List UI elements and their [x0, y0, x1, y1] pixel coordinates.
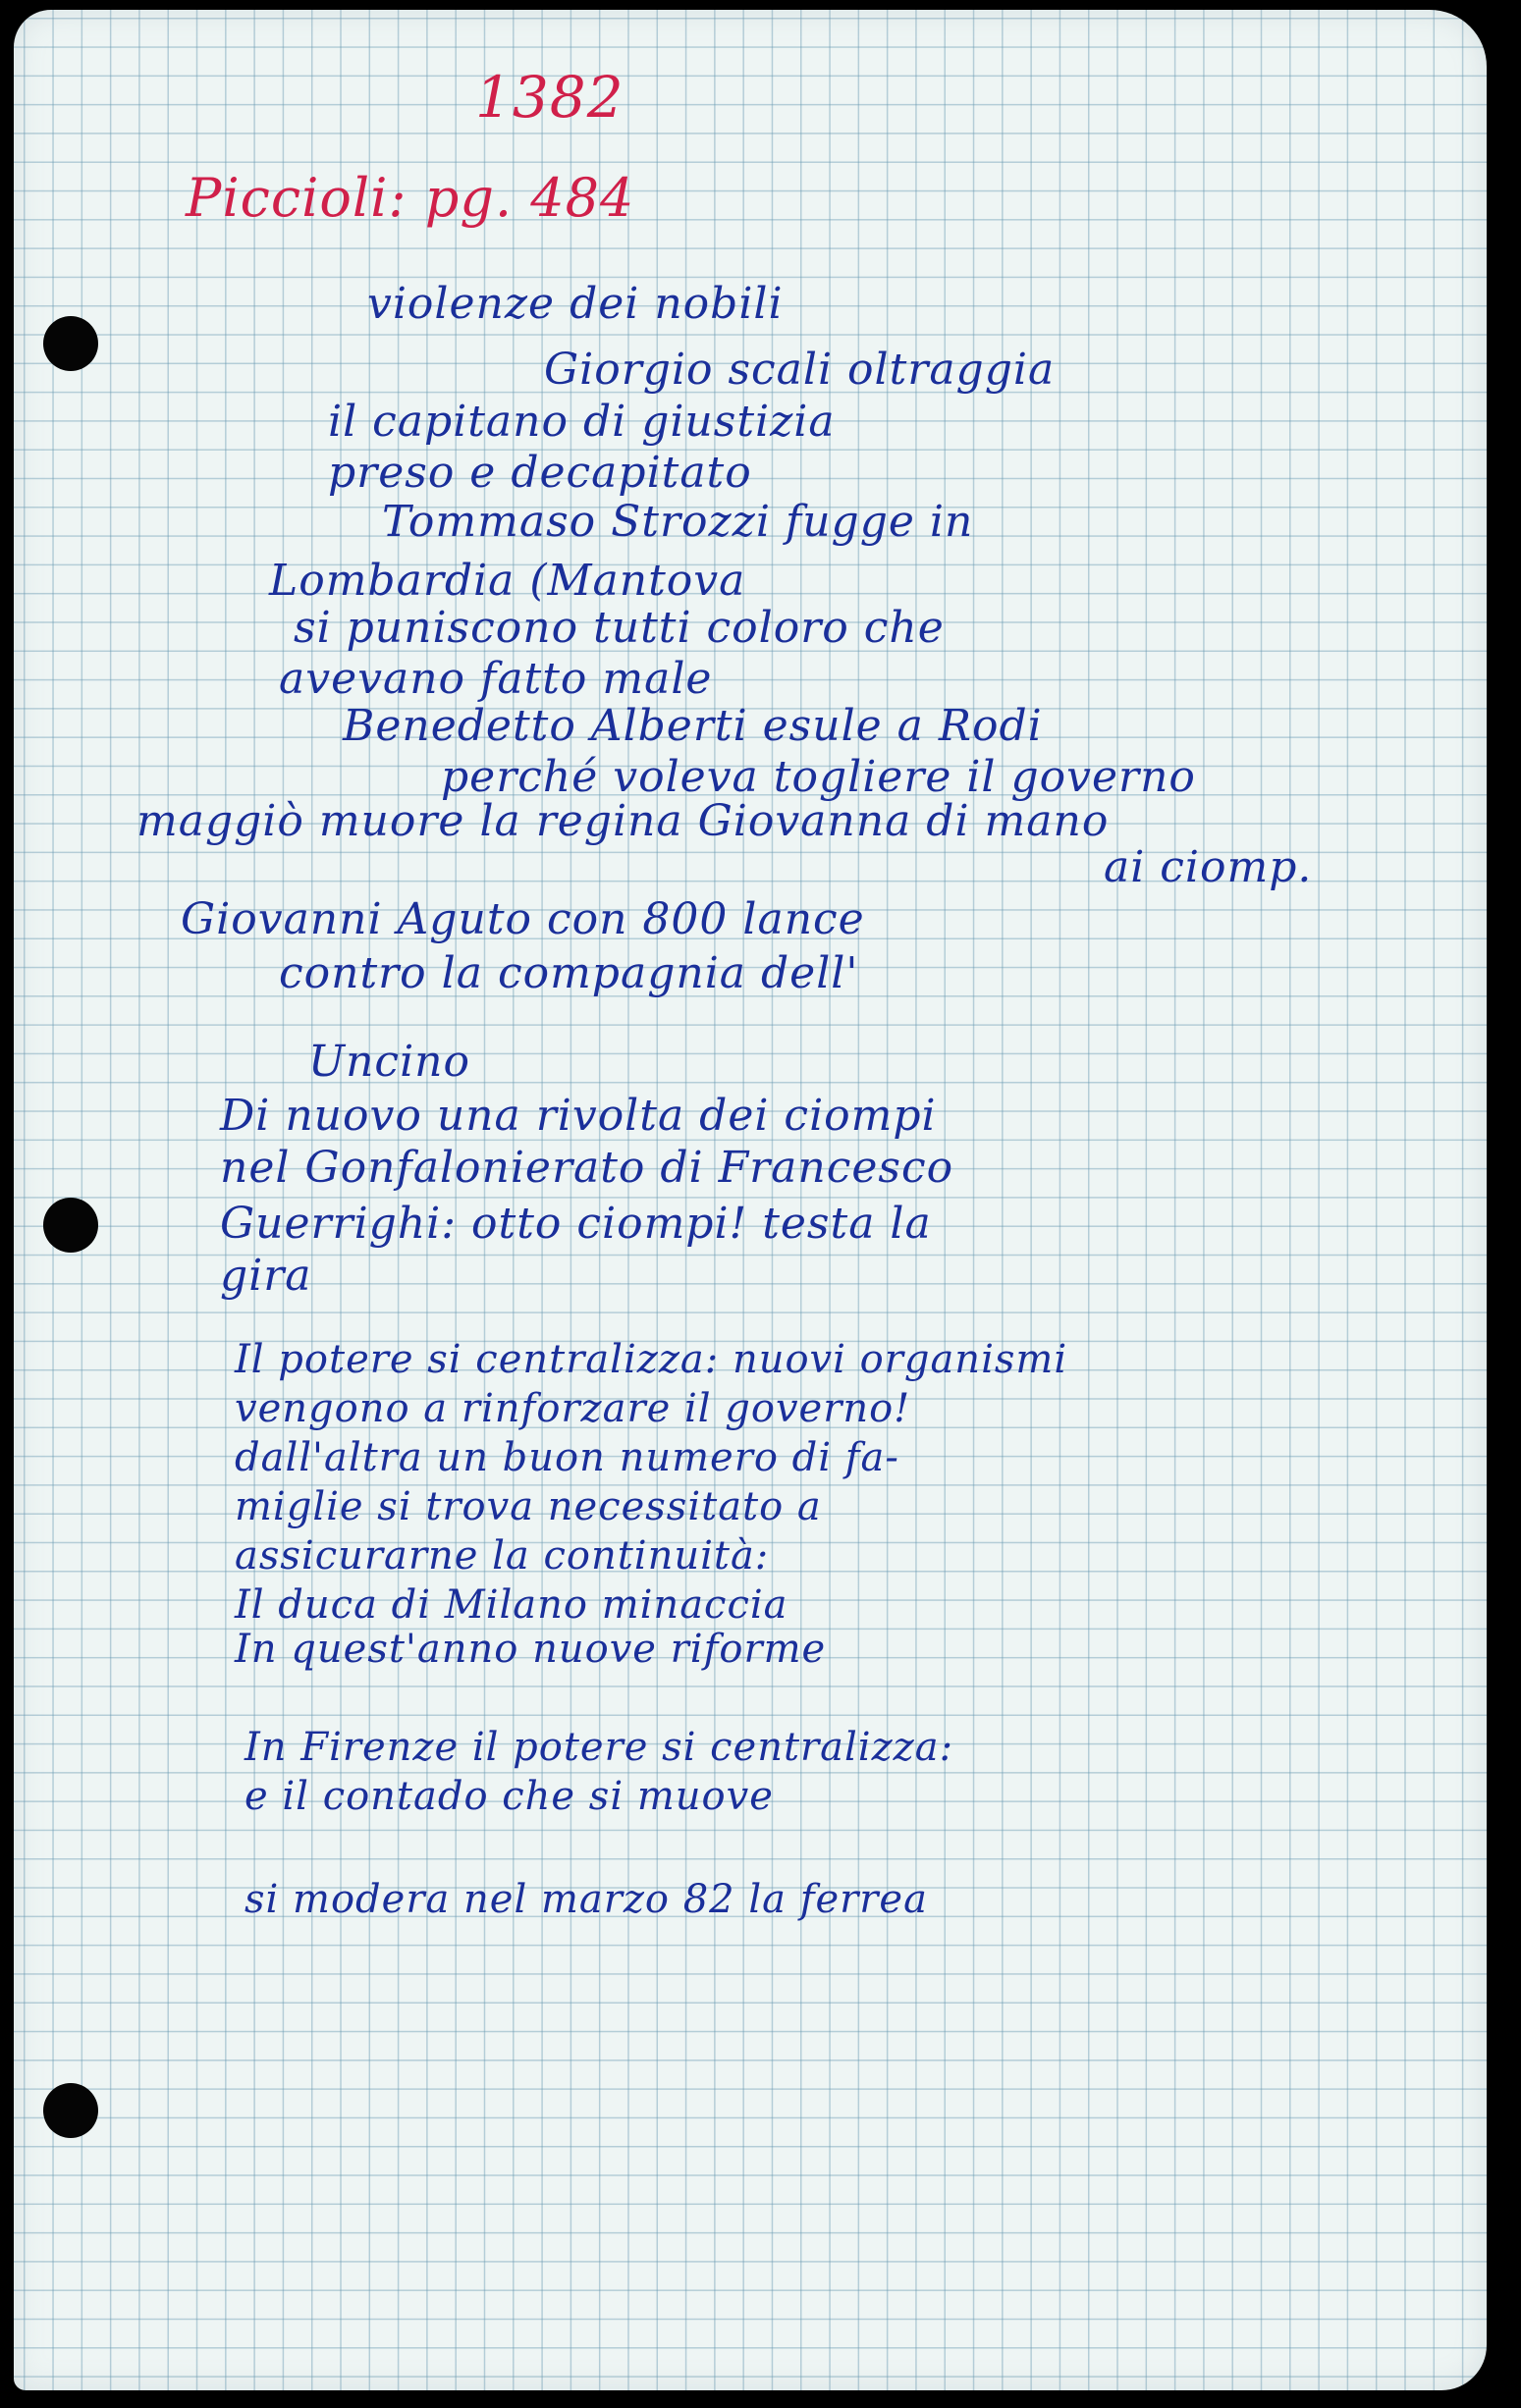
note-line: Il duca di Milano minaccia — [235, 1582, 788, 1628]
note-line: In quest'anno nuove riforme — [235, 1627, 827, 1672]
note-line: e il contado che si muove — [244, 1774, 774, 1819]
note-line: violenze dei nobili — [367, 279, 784, 329]
year-heading: 1382 — [475, 64, 625, 131]
note-line: preso e decapitato — [328, 448, 752, 498]
note-line: miglie si trova necessitato a — [235, 1484, 822, 1529]
note-line: dall'altra un buon numero di fa- — [235, 1435, 899, 1480]
binder-hole-middle — [43, 1198, 98, 1253]
note-line: Giovanni Aguto con 800 lance — [181, 894, 865, 944]
note-line: avevano fatto male — [279, 654, 713, 704]
note-line: In Firenze il potere si centralizza: — [244, 1725, 954, 1770]
note-line: nel Gonfalonierato di Francesco — [220, 1143, 954, 1193]
note-line: si puniscono tutti coloro che — [294, 603, 945, 653]
source-reference: Piccioli: pg. 484 — [186, 167, 635, 229]
note-line: il capitano di giustizia — [328, 397, 836, 447]
note-line: Di nuovo una rivolta dei ciompi — [220, 1091, 937, 1141]
note-line: assicurarne la continuità: — [235, 1533, 770, 1579]
note-line: Guerrighi: otto ciompi! testa la — [220, 1199, 932, 1249]
note-line: maggiò muore la regina Giovanna di mano — [136, 796, 1110, 846]
binder-hole-bottom — [43, 2083, 98, 2138]
note-line: vengono a rinforzare il governo! — [235, 1386, 911, 1431]
note-line: perché voleva togliere il governo — [441, 752, 1196, 802]
binder-hole-top — [43, 316, 98, 371]
note-line: gira — [220, 1251, 312, 1301]
note-line: Giorgio scali oltraggia — [544, 345, 1056, 395]
note-line: Uncino — [308, 1037, 470, 1087]
note-line: Benedetto Alberti esule a Rodi — [343, 701, 1043, 751]
note-line: contro la compagnia dell' — [279, 948, 859, 998]
note-line: Tommaso Strozzi fugge in — [382, 497, 974, 547]
note-line: ai ciomp. — [1104, 842, 1313, 892]
notebook-page — [14, 10, 1487, 2390]
note-line: Il potere si centralizza: nuovi organismi — [235, 1337, 1068, 1382]
note-line: si modera nel marzo 82 la ferrea — [244, 1877, 928, 1922]
note-line: Lombardia (Mantova — [269, 556, 746, 606]
